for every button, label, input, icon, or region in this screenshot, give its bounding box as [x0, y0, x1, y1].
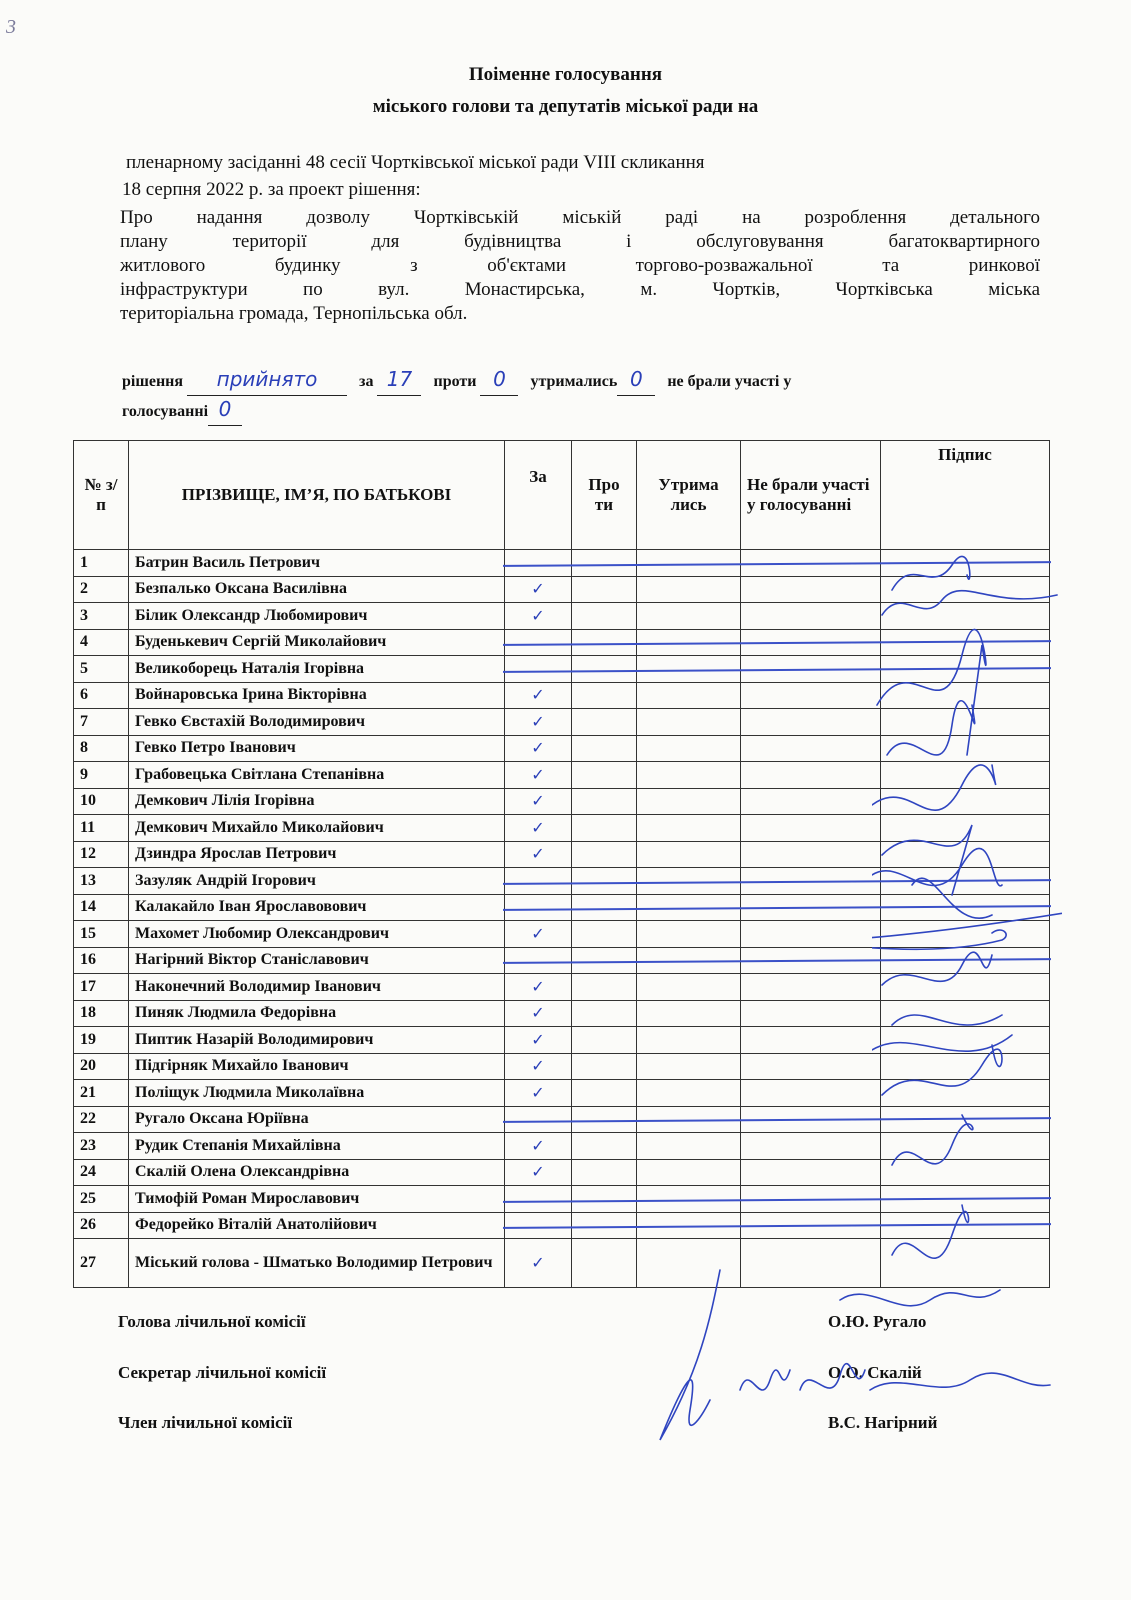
row-proty	[572, 1000, 637, 1027]
row-ne-braly	[741, 709, 881, 736]
row-name: Гевко Євстахій Володимирович	[129, 709, 505, 736]
row-number: 1	[74, 550, 129, 577]
row-utrym	[637, 682, 741, 709]
row-za	[505, 1027, 572, 1054]
signature-mark	[660, 1270, 720, 1440]
vote-check-mark: ✓	[531, 605, 545, 625]
row-utrym	[637, 974, 741, 1001]
vote-check-mark: ✓	[531, 1056, 545, 1076]
project-line: плану території для будівництва і обслуговування багатоквартирного	[120, 231, 1040, 252]
row-name: Буденькевич Сергій Миколайович	[129, 629, 505, 656]
row-name: Міський голова - Шматько Володимир Петрович	[129, 1239, 505, 1288]
row-proty	[572, 1027, 637, 1054]
signature-mark	[840, 1290, 1000, 1306]
vote-check-mark: ✓	[531, 1162, 545, 1182]
signature-mark	[740, 1370, 790, 1390]
signature-mark	[872, 848, 1002, 885]
ne-braly-label2: голосуванні	[122, 403, 209, 420]
secretary-label: Секретар лічильної комісії	[118, 1363, 327, 1382]
signature-mark	[877, 629, 986, 755]
chair-name: О.Ю. Ругало	[828, 1312, 927, 1331]
project-line: інфраструктури по вул. Монастирська, м. Чортків, Чортківська міська	[120, 279, 1040, 300]
row-number: 2	[74, 576, 129, 603]
project-line: Про надання дозволу Чортківській міській раді на розроблення детального	[120, 207, 1040, 228]
row-za	[505, 1106, 572, 1133]
row-utrym	[637, 762, 741, 789]
row-number: 17	[74, 974, 129, 1001]
row-name: Великоборець Наталія Ігорівна	[129, 656, 505, 683]
header-utrym: Утрима лись	[637, 441, 741, 550]
ne-braly-label: не брали участі у	[667, 373, 792, 390]
signature-mark	[882, 1045, 1002, 1095]
row-number: 24	[74, 1159, 129, 1186]
signature-mark	[870, 1373, 1050, 1390]
chair-label: Голова лічильної комісії	[118, 1312, 306, 1331]
signature-mark	[892, 1015, 1002, 1025]
row-name: Зазуляк Андрій Ігорович	[129, 868, 505, 895]
vote-check-mark: ✓	[531, 1029, 545, 1049]
row-proty	[572, 656, 637, 683]
row-name: Тимофій Роман Мирославович	[129, 1186, 505, 1213]
row-proty	[572, 1080, 637, 1107]
row-proty	[572, 1239, 637, 1288]
row-proty	[572, 550, 637, 577]
row-za	[505, 1080, 572, 1107]
utrym-count: 0	[629, 367, 643, 391]
row-name: Дзиндра Ярослав Петрович	[129, 841, 505, 868]
row-ne-braly	[741, 603, 881, 630]
row-ne-braly	[741, 788, 881, 815]
row-za	[505, 868, 572, 895]
row-za	[505, 576, 572, 603]
footer-signatures	[640, 1260, 1080, 1470]
row-utrym	[637, 576, 741, 603]
row-za	[505, 1000, 572, 1027]
row-utrym	[637, 1053, 741, 1080]
row-number: 8	[74, 735, 129, 762]
row-utrym	[637, 735, 741, 762]
row-number: 27	[74, 1239, 129, 1288]
page-number-mark: 3	[6, 16, 16, 38]
utrym-label: утримались	[530, 373, 618, 390]
row-ne-braly	[741, 815, 881, 842]
row-utrym	[637, 1133, 741, 1160]
signature-mark	[872, 1035, 1012, 1051]
row-number: 11	[74, 815, 129, 842]
row-ne-braly	[741, 762, 881, 789]
row-number: 19	[74, 1027, 129, 1054]
row-ne-braly	[741, 735, 881, 762]
vote-check-mark: ✓	[531, 976, 545, 996]
row-ne-braly	[741, 974, 881, 1001]
row-number: 23	[74, 1133, 129, 1160]
row-za	[505, 894, 572, 921]
row-ne-braly	[741, 1080, 881, 1107]
row-ne-braly	[741, 1000, 881, 1027]
row-utrym	[637, 841, 741, 868]
project-line: територіальна громада, Тернопільська обл.	[120, 303, 468, 324]
row-ne-braly	[741, 921, 881, 948]
row-proty	[572, 868, 637, 895]
decision-value: прийнято	[216, 367, 318, 391]
row-number: 3	[74, 603, 129, 630]
row-number: 13	[74, 868, 129, 895]
row-name: Поліщук Людмила Миколаївна	[129, 1080, 505, 1107]
row-proty	[572, 1133, 637, 1160]
row-proty	[572, 815, 637, 842]
secretary-name: О.О. Скалій	[828, 1363, 922, 1382]
za-label: за	[359, 373, 374, 390]
row-za	[505, 1053, 572, 1080]
row-utrym	[637, 1159, 741, 1186]
row-ne-braly	[741, 1159, 881, 1186]
row-number: 21	[74, 1080, 129, 1107]
header-signature: Підпис	[881, 441, 1050, 550]
header-proty: Про ти	[572, 441, 637, 550]
signature-mark	[800, 1364, 865, 1390]
row-utrym	[637, 788, 741, 815]
row-proty	[572, 1053, 637, 1080]
project-description	[120, 206, 1040, 326]
row-za	[505, 762, 572, 789]
row-ne-braly	[741, 682, 881, 709]
row-name: Махомет Любомир Олександрович	[129, 921, 505, 948]
row-name: Підгірняк Михайло Іванович	[129, 1053, 505, 1080]
row-za	[505, 921, 572, 948]
signatures-column	[872, 555, 1062, 1295]
row-name: Скалій Олена Олександрівна	[129, 1159, 505, 1186]
row-proty	[572, 1186, 637, 1213]
signature-mark	[892, 1115, 973, 1165]
signature-mark	[892, 556, 970, 590]
row-number: 15	[74, 921, 129, 948]
za-count: 17	[386, 367, 413, 391]
row-za	[505, 815, 572, 842]
row-za	[505, 841, 572, 868]
row-za	[505, 603, 572, 630]
row-ne-braly	[741, 1027, 881, 1054]
row-name: Гевко Петро Іванович	[129, 735, 505, 762]
row-number: 22	[74, 1106, 129, 1133]
row-name: Ругало Оксана Юріївна	[129, 1106, 505, 1133]
row-name: Пиптик Назарій Володимирович	[129, 1027, 505, 1054]
row-za	[505, 735, 572, 762]
row-name: Рудик Степанія Михайлівна	[129, 1133, 505, 1160]
row-proty	[572, 709, 637, 736]
document-title-line2: міського голови та депутатів міської ради на	[372, 96, 759, 117]
row-name: Демкович Михайло Миколайович	[129, 815, 505, 842]
header-ne-braly: Не брали участі у голосуванні	[741, 441, 881, 550]
row-za	[505, 550, 572, 577]
row-number: 25	[74, 1186, 129, 1213]
proty-count: 0	[493, 367, 506, 391]
vote-check-mark: ✓	[531, 817, 545, 837]
vote-check-mark: ✓	[531, 1082, 545, 1102]
row-name: Нагірний Віктор Станіславович	[129, 947, 505, 974]
row-proty	[572, 974, 637, 1001]
vote-check-mark: ✓	[531, 1003, 545, 1023]
vote-check-mark: ✓	[531, 923, 545, 943]
vote-check-mark: ✓	[531, 685, 545, 705]
row-number: 4	[74, 629, 129, 656]
header-za: За	[505, 441, 572, 550]
row-name: Калакайло Іван Ярославовович	[129, 894, 505, 921]
row-za	[505, 1186, 572, 1213]
ne-braly-count: 0	[218, 397, 232, 421]
vote-check-mark: ✓	[531, 579, 545, 599]
signature-mark	[887, 701, 975, 755]
row-name: Наконечний Володимир Іванович	[129, 974, 505, 1001]
signature-mark	[872, 930, 1006, 949]
row-ne-braly	[741, 841, 881, 868]
signature-mark	[882, 952, 992, 985]
row-ne-braly	[741, 1053, 881, 1080]
row-proty	[572, 735, 637, 762]
row-name: Пиняк Людмила Федорівна	[129, 1000, 505, 1027]
row-utrym	[637, 709, 741, 736]
decision-label: рішення	[122, 373, 184, 390]
vote-check-mark: ✓	[531, 1135, 545, 1155]
row-proty	[572, 788, 637, 815]
row-za	[505, 709, 572, 736]
row-number: 5	[74, 656, 129, 683]
row-number: 10	[74, 788, 129, 815]
header-name: ПРІЗВИЩЕ, ІМ’Я, ПО БАТЬКОВІ	[129, 441, 505, 550]
row-number: 18	[74, 1000, 129, 1027]
row-za	[505, 974, 572, 1001]
row-za	[505, 656, 572, 683]
document-title-line1: Поіменне голосування	[468, 64, 663, 85]
vote-check-mark: ✓	[531, 791, 545, 811]
row-name: Грабовецька Світлана Степанівна	[129, 762, 505, 789]
row-za	[505, 682, 572, 709]
intro-line2: 18 серпня 2022 р. за проект рішення:	[122, 179, 421, 200]
row-proty	[572, 682, 637, 709]
project-line: житлового будинку з об'єктами торгово-розважальної та ринкової	[120, 255, 1040, 276]
row-proty	[572, 762, 637, 789]
row-number: 12	[74, 841, 129, 868]
row-number: 16	[74, 947, 129, 974]
row-proty	[572, 576, 637, 603]
row-proty	[572, 921, 637, 948]
row-number: 6	[74, 682, 129, 709]
row-name: Демкович Лілія Ігорівна	[129, 788, 505, 815]
row-za	[505, 1239, 572, 1288]
row-number: 7	[74, 709, 129, 736]
row-proty	[572, 1159, 637, 1186]
row-utrym	[637, 815, 741, 842]
row-proty	[572, 603, 637, 630]
vote-check-mark: ✓	[531, 844, 545, 864]
row-ne-braly	[741, 576, 881, 603]
row-utrym	[637, 1080, 741, 1107]
row-name: Федорейко Віталій Анатолійович	[129, 1212, 505, 1239]
signature-mark	[872, 765, 996, 810]
row-utrym	[637, 603, 741, 630]
row-za	[505, 1159, 572, 1186]
row-utrym	[637, 1000, 741, 1027]
row-name: Безпалько Оксана Василівна	[129, 576, 505, 603]
proty-label: проти	[433, 373, 477, 390]
vote-check-mark: ✓	[531, 738, 545, 758]
header-num: № з/п	[74, 441, 129, 550]
decision-summary	[122, 366, 1042, 426]
row-utrym	[637, 1027, 741, 1054]
row-number: 20	[74, 1053, 129, 1080]
vote-check-mark: ✓	[531, 1253, 545, 1272]
row-za	[505, 629, 572, 656]
row-ne-braly	[741, 1133, 881, 1160]
member-name: В.С. Нагірний	[828, 1413, 938, 1432]
row-za	[505, 1212, 572, 1239]
vote-check-mark: ✓	[531, 764, 545, 784]
row-za	[505, 1133, 572, 1160]
signature-mark	[892, 1205, 969, 1258]
row-name: Білик Олександр Любомирович	[129, 603, 505, 630]
intro-line1: пленарному засіданні 48 сесії Чортківської міської ради VIII скликання	[126, 152, 705, 173]
row-number: 9	[74, 762, 129, 789]
row-utrym	[637, 921, 741, 948]
row-proty	[572, 841, 637, 868]
row-za	[505, 788, 572, 815]
row-number: 26	[74, 1212, 129, 1239]
row-name: Войнаровська Ірина Вікторівна	[129, 682, 505, 709]
member-label: Член лічильної комісії	[118, 1413, 293, 1432]
row-number: 14	[74, 894, 129, 921]
row-name: Батрин Василь Петрович	[129, 550, 505, 577]
signature-mark	[882, 591, 1057, 615]
vote-check-mark: ✓	[531, 711, 545, 731]
row-za	[505, 947, 572, 974]
